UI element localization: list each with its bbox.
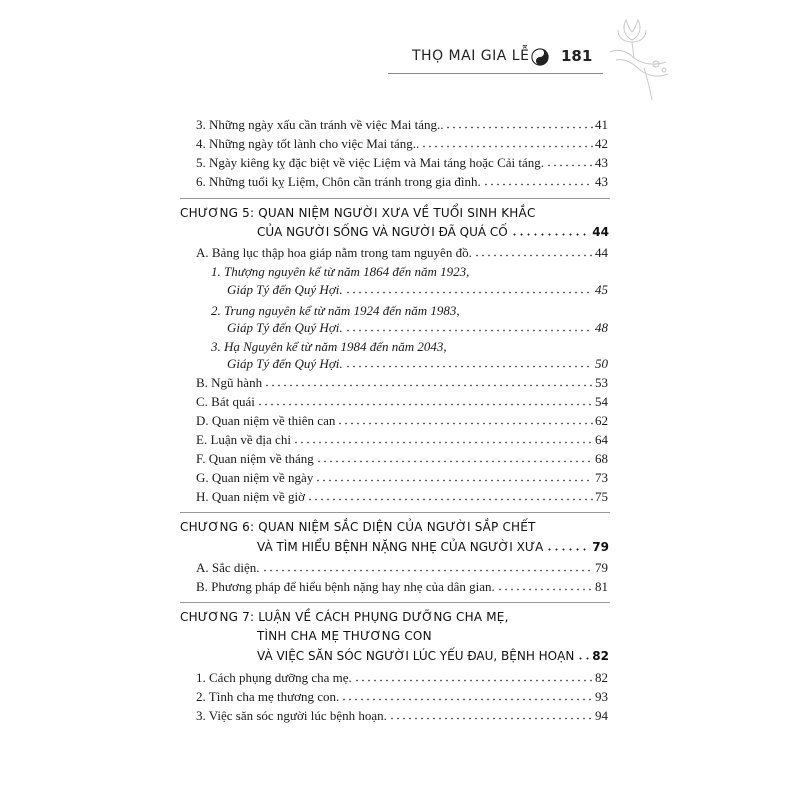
toc-entry-page: 82: [595, 670, 608, 685]
dot-leader: [345, 322, 593, 332]
toc-entry-page: 50: [595, 356, 608, 371]
toc-entry: [196, 689, 608, 705]
toc-entry-page: 93: [595, 689, 608, 704]
dot-leader: [546, 542, 589, 551]
toc-entry-title: Giáp Tý đến Quý Hợi.: [227, 356, 343, 371]
yin-yang-icon: [531, 48, 549, 66]
chapter-heading-line: [257, 649, 609, 663]
dot-leader: [483, 176, 593, 186]
dot-leader: [474, 247, 593, 257]
dot-leader: [315, 472, 593, 482]
toc-entry-page: 94: [595, 708, 608, 723]
dot-leader: [341, 691, 593, 701]
dot-leader: [389, 710, 593, 720]
toc-entry-title: B. Phương pháp để hiểu bệnh nặng hay nhẹ của dân gian.: [196, 579, 495, 594]
toc-entry: [196, 394, 608, 410]
toc-entry-title: B. Ngũ hành: [196, 375, 263, 390]
toc-entry-title: 6. Những tuổi kỵ Liệm, Chôn cần tránh trong gia đình.: [196, 174, 481, 189]
toc-entry-page: 53: [595, 375, 608, 390]
chapter-page: 82: [592, 649, 609, 663]
toc-entry-page: 43: [595, 155, 608, 170]
toc-entry-title: Giáp Tý đến Quý Hợi.: [227, 282, 343, 297]
dot-leader: [264, 377, 593, 387]
toc-entry: [196, 375, 608, 391]
toc-entry-title: 5. Ngày kiêng kỵ đặc biệt về việc Liệm và Mai táng hoặc Cải táng.: [196, 155, 544, 170]
toc-entry-page: 75: [595, 489, 608, 504]
chapter-heading: CHƯƠNG 7: LUẬN VỀ CÁCH PHỤNG DƯỠNG CHA MẸ,: [180, 610, 509, 624]
toc-entry-page: 62: [595, 413, 608, 428]
page-number: 181: [561, 47, 593, 65]
toc-subentry-line: 2. Trung nguyên kể từ năm 1924 đến năm 1983,: [211, 303, 460, 318]
toc-entry: [196, 708, 608, 724]
toc-entry-page: 64: [595, 432, 608, 447]
dot-leader: [577, 651, 589, 660]
toc-entry: [196, 174, 608, 190]
dot-leader: [307, 491, 593, 501]
toc-entry: [196, 451, 608, 467]
toc-entry: [196, 413, 608, 429]
toc-entry-page: 54: [595, 394, 608, 409]
header-rule: [388, 73, 603, 74]
toc-subentry: [227, 320, 608, 336]
dot-leader: [497, 581, 593, 591]
chapter-heading-text: VÀ TÌM HIỂU BỆNH NẶNG NHẸ CỦA NGƯỜI XƯA: [257, 540, 544, 554]
chapter-page: 79: [592, 540, 609, 554]
toc-entry: [196, 489, 608, 505]
chapter-heading-text: VÀ VIỆC SĂN SÓC NGƯỜI LÚC YẾU ĐAU, BỆNH HOẠN: [257, 649, 575, 663]
toc-subentry-line: 3. Hạ Nguyên kể từ năm 1984 đến năm 2043,: [211, 339, 447, 354]
toc-entry-page: 68: [595, 451, 608, 466]
toc-entry: [196, 245, 608, 261]
chapter-heading-line: [257, 540, 609, 554]
dot-leader: [337, 415, 593, 425]
toc-entry-page: 43: [595, 174, 608, 189]
toc-entry-page: 81: [595, 579, 608, 594]
dot-leader: [546, 157, 593, 167]
toc-entry-title: F. Quan niệm về tháng: [196, 451, 314, 466]
toc-subentry: [227, 282, 608, 298]
toc-entry: [196, 155, 608, 171]
toc-entry-title: 3. Những ngày xấu cần tránh về việc Mai táng..: [196, 117, 444, 132]
dot-leader: [511, 227, 590, 236]
toc-entry-title: A. Sắc diện.: [196, 560, 260, 575]
toc-entry-title: 1. Cách phụng dưỡng cha mẹ.: [196, 670, 352, 685]
dot-leader: [262, 562, 593, 572]
toc-entry-page: 42: [595, 136, 608, 151]
chapter-heading: CHƯƠNG 5: QUAN NIỆM NGƯỜI XƯA VỀ TUỔI SINH KHẮC: [180, 206, 536, 220]
toc-entry-title: D. Quan niệm về thiên can: [196, 413, 336, 428]
chapter-heading-text: CỦA NGƯỜI SỐNG VÀ NGƯỜI ĐÃ QUÁ CỐ: [257, 225, 508, 239]
toc-entry-title: E. Luận về địa chi: [196, 432, 291, 447]
toc-entry: [196, 560, 608, 576]
running-head: THỌ MAI GIA LỄ: [412, 48, 530, 64]
toc-entry: [196, 579, 608, 595]
dot-leader: [354, 672, 593, 682]
chapter-heading-line: TÌNH CHA MẸ THƯƠNG CON: [257, 629, 432, 643]
dot-leader: [421, 138, 593, 148]
toc-entry-title: A. Bảng lục thập hoa giáp nằm trong tam nguyên đồ.: [196, 245, 472, 260]
section-divider: [180, 602, 610, 603]
toc-subentry-line: 1. Thượng nguyên kể từ năm 1864 đến năm 1923,: [211, 264, 470, 279]
toc-entry: [196, 470, 608, 486]
section-divider: [180, 198, 610, 199]
dot-leader: [445, 119, 593, 129]
dot-leader: [345, 358, 593, 368]
toc-entry-title: Giáp Tý đến Quý Hợi.: [227, 320, 343, 335]
toc-entry-title: 4. Những ngày tốt lành cho việc Mai táng..: [196, 136, 420, 151]
toc-entry-page: 73: [595, 470, 608, 485]
toc-entry-title: 2. Tình cha mẹ thương con.: [196, 689, 340, 704]
dot-leader: [257, 396, 593, 406]
dot-leader: [293, 434, 593, 444]
toc-entry-page: 48: [595, 320, 608, 335]
toc-entry: [196, 136, 608, 152]
toc-entry-page: 45: [595, 282, 608, 297]
toc-entry: [196, 432, 608, 448]
toc-entry-page: 44: [595, 245, 608, 260]
section-divider: [180, 512, 610, 513]
toc-entry-title: 3. Việc săn sóc người lúc bệnh hoạn.: [196, 708, 387, 723]
dot-leader: [316, 453, 593, 463]
toc-entry: [196, 117, 608, 133]
dot-leader: [345, 284, 593, 294]
chapter-page: 44: [592, 225, 609, 239]
toc-subentry: [227, 356, 608, 372]
toc-entry-page: 79: [595, 560, 608, 575]
toc-entry-page: 41: [595, 117, 608, 132]
toc-entry-title: C. Bát quái: [196, 394, 255, 409]
chapter-heading-line: [257, 225, 609, 239]
toc-entry: [196, 670, 608, 686]
lotus-hand-icon: [596, 8, 676, 104]
toc-entry-title: G. Quan niệm về ngày: [196, 470, 314, 485]
toc-entry-title: H. Quan niệm về giờ: [196, 489, 306, 504]
chapter-heading: CHƯƠNG 6: QUAN NIỆM SẮC DIỆN CỦA NGƯỜI SẮP CHẾT: [180, 520, 536, 534]
